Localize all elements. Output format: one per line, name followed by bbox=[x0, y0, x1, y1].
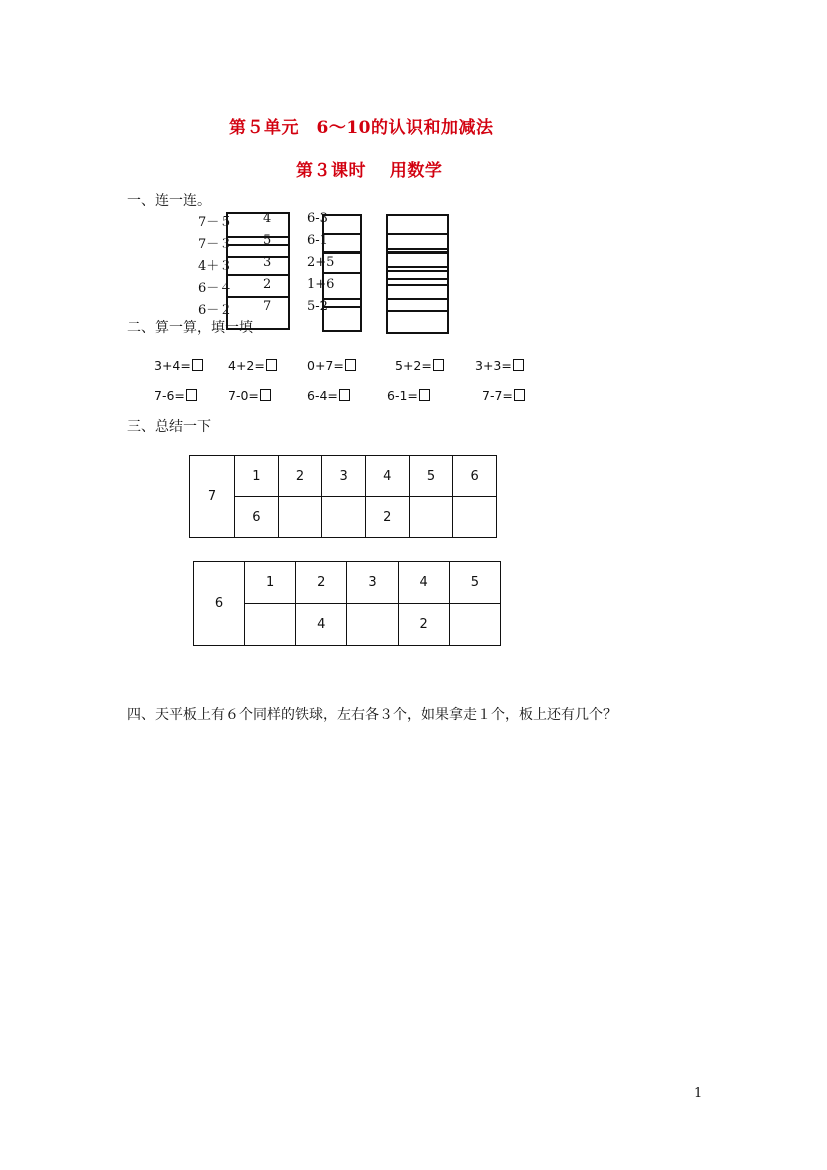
matching-number[interactable]: 2 bbox=[263, 277, 272, 292]
matching-number[interactable]: 3 bbox=[263, 255, 272, 270]
matching-expression[interactable]: 6－２ bbox=[198, 303, 233, 318]
answer-box[interactable] bbox=[419, 389, 430, 401]
section2-heading: 二、算一算，填一填 bbox=[127, 320, 253, 336]
answer-box[interactable] bbox=[260, 389, 271, 401]
matching-number[interactable]: 4 bbox=[263, 211, 272, 226]
matching-expression[interactable]: 6－４ bbox=[198, 281, 233, 296]
table-cell: 3 bbox=[347, 562, 398, 604]
table-cell: 6 bbox=[453, 456, 497, 497]
matching-number[interactable]: 5 bbox=[263, 233, 272, 248]
table-cell: 2 bbox=[296, 562, 347, 604]
lesson-subtitle: 第３课时 用数学 bbox=[296, 161, 443, 181]
matching-expression[interactable]: 1+6 bbox=[307, 277, 335, 292]
matching-expression[interactable]: 4＋３ bbox=[198, 259, 233, 274]
equation: 0+7= bbox=[307, 358, 356, 373]
table-cell[interactable]: 2 bbox=[398, 604, 449, 646]
answer-box[interactable] bbox=[345, 359, 356, 371]
equation: 7-6= bbox=[154, 388, 197, 403]
answer-box[interactable] bbox=[513, 359, 524, 371]
equation: 5+2= bbox=[395, 358, 444, 373]
table-cell[interactable]: 2 bbox=[365, 497, 409, 538]
table-cell: 2 bbox=[278, 456, 322, 497]
table-cell[interactable] bbox=[245, 604, 296, 646]
table-cell[interactable] bbox=[449, 604, 500, 646]
equation: 4+2= bbox=[228, 358, 277, 373]
equation: 7-7= bbox=[482, 388, 525, 403]
matching-expression[interactable]: 6-1 bbox=[307, 233, 328, 248]
equation: 6-1= bbox=[387, 388, 430, 403]
table-cell: 4 bbox=[398, 562, 449, 604]
table-cell[interactable] bbox=[453, 497, 497, 538]
equation: 7-0= bbox=[228, 388, 271, 403]
equation: 6-4= bbox=[307, 388, 350, 403]
section4-question: 四、天平板上有６个同样的铁球，左右各３个，如果拿走１个，板上还有几个？ bbox=[127, 707, 617, 723]
answer-box[interactable] bbox=[266, 359, 277, 371]
number-split-table-7 bbox=[189, 455, 497, 538]
answer-box[interactable] bbox=[339, 389, 350, 401]
matching-expression[interactable]: 6-3 bbox=[307, 211, 328, 226]
matching-expression[interactable]: 7－３ bbox=[198, 237, 233, 252]
table-cell[interactable] bbox=[278, 497, 322, 538]
table-cell: 1 bbox=[245, 562, 296, 604]
matching-expression[interactable]: 2+5 bbox=[307, 255, 335, 270]
matching-expression[interactable]: 5-2 bbox=[307, 299, 328, 314]
table-cell: 5 bbox=[449, 562, 500, 604]
table-cell[interactable] bbox=[347, 604, 398, 646]
table-cell[interactable] bbox=[409, 497, 453, 538]
equation: 3+4= bbox=[154, 358, 203, 373]
section1-heading: 一、连一连。 bbox=[127, 193, 211, 209]
table-cell: 3 bbox=[322, 456, 366, 497]
table-cell: 4 bbox=[365, 456, 409, 497]
answer-box[interactable] bbox=[192, 359, 203, 371]
page-title: 第５单元 6～10的认识和加减法 bbox=[229, 118, 494, 138]
table-total-cell: 7 bbox=[190, 456, 235, 538]
matching-number[interactable]: 7 bbox=[263, 299, 272, 314]
table-cell[interactable]: 6 bbox=[235, 497, 279, 538]
table-cell: 1 bbox=[235, 456, 279, 497]
table-total-cell: 6 bbox=[194, 562, 245, 646]
equation: 3+3= bbox=[475, 358, 524, 373]
page-number: 1 bbox=[694, 1086, 703, 1101]
answer-box[interactable] bbox=[186, 389, 197, 401]
answer-box[interactable] bbox=[514, 389, 525, 401]
matching-expression[interactable]: 7－５ bbox=[198, 215, 233, 230]
answer-box[interactable] bbox=[433, 359, 444, 371]
number-split-table-6 bbox=[193, 561, 501, 646]
table-cell: 5 bbox=[409, 456, 453, 497]
section3-heading: 三、总结一下 bbox=[127, 419, 211, 435]
table-cell[interactable] bbox=[322, 497, 366, 538]
table-cell[interactable]: 4 bbox=[296, 604, 347, 646]
